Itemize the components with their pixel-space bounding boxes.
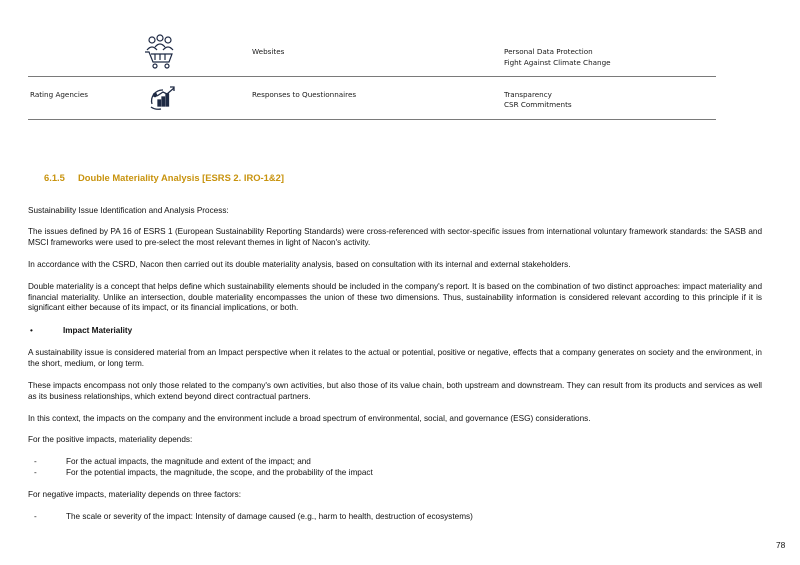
table-row2-method: Responses to Questionnaires [252, 90, 357, 99]
paragraph-impact-definition: A sustainability issue is considered material from an Impact perspective when it relates to the actual or potential, positive or negative, effects that a company generates on society and the environment, in the short, medium, or long term. [28, 348, 762, 368]
table-row1-topic-2: Fight Against Climate Change [504, 58, 611, 67]
section-heading [44, 172, 284, 183]
list-item-text: For the actual impacts, the magnitude and extent of the impact; and [66, 457, 311, 466]
list-item [28, 512, 473, 523]
paragraph-double-materiality: Double materiality is a concept that helps define which sustainability elements should be included in the company's report. It is based on the combination of two distinct approaches: impact materiality and financial materiality. Unlike an intersection, double materiality encompasses the union of these two dimensions. Thus, sustainability information is considered relevant according to this principle if it is significant either because of its impact, or its financial implications, or both. [28, 282, 762, 313]
paragraph-issues: The issues defined by PA 16 of ESRS 1 (European Sustainability Reporting Standards) were cross-referenced with sector-specific issues from international voluntary framework standards: the SASB and MSCI frameworks were used to pre-select the most relevant themes in light of Nacon's activity. [28, 227, 762, 247]
bullet-marker: • [30, 326, 33, 335]
list-item [28, 457, 311, 468]
bullet-impact-materiality [28, 326, 132, 337]
paragraph-esg-scope: In this context, the impacts on the company and the environment include a broad spectrum of environmental, social, and governance (ESG) considerations. [28, 414, 591, 423]
dash-marker: - [34, 468, 37, 477]
section-number: 6.1.5 [44, 172, 65, 183]
table-row2-topic-2: CSR Commitments [504, 100, 572, 109]
paragraph-positive-impacts: For the positive impacts, materiality depends: [28, 435, 193, 444]
shopping-cart-group-icon [142, 34, 178, 70]
section-title: Double Materiality Analysis [ESRS 2. IRO-1&2] [78, 172, 284, 183]
dash-marker: - [34, 457, 37, 466]
table-divider [28, 119, 716, 120]
table-row1-topic-1: Personal Data Protection [504, 47, 593, 56]
paragraph-csrd: In accordance with the CSRD, Nacon then carried out its double materiality analysis, based on consultation with its internal and external stakeholders. [28, 260, 571, 269]
paragraph-value-chain: These impacts encompass not only those related to the company's own activities, but also those of its value chain, both upstream and downstream. They can result from its products and services as well as its business relationships, which extend beyond direct contractual partners. [28, 381, 762, 401]
table-divider [28, 76, 716, 77]
list-item [28, 468, 373, 479]
paragraph-intro: Sustainability Issue Identification and Analysis Process: [28, 206, 229, 215]
list-item-text: The scale or severity of the impact: Intensity of damage caused (e.g., harm to health, destruction of ecosystems) [66, 512, 473, 521]
page-number: 78 [776, 540, 786, 550]
list-item-text: For the potential impacts, the magnitude, the scope, and the probability of the impact [66, 468, 373, 477]
table-row2-topic-1: Transparency [504, 90, 552, 99]
rating-growth-icon [148, 84, 178, 112]
paragraph-negative-impacts: For negative impacts, materiality depends on three factors: [28, 490, 241, 499]
bullet-label: Impact Materiality [63, 326, 133, 335]
table-row1-method: Websites [252, 47, 285, 56]
table-row2-stakeholder: Rating Agencies [30, 90, 89, 99]
dash-marker: - [34, 512, 37, 521]
